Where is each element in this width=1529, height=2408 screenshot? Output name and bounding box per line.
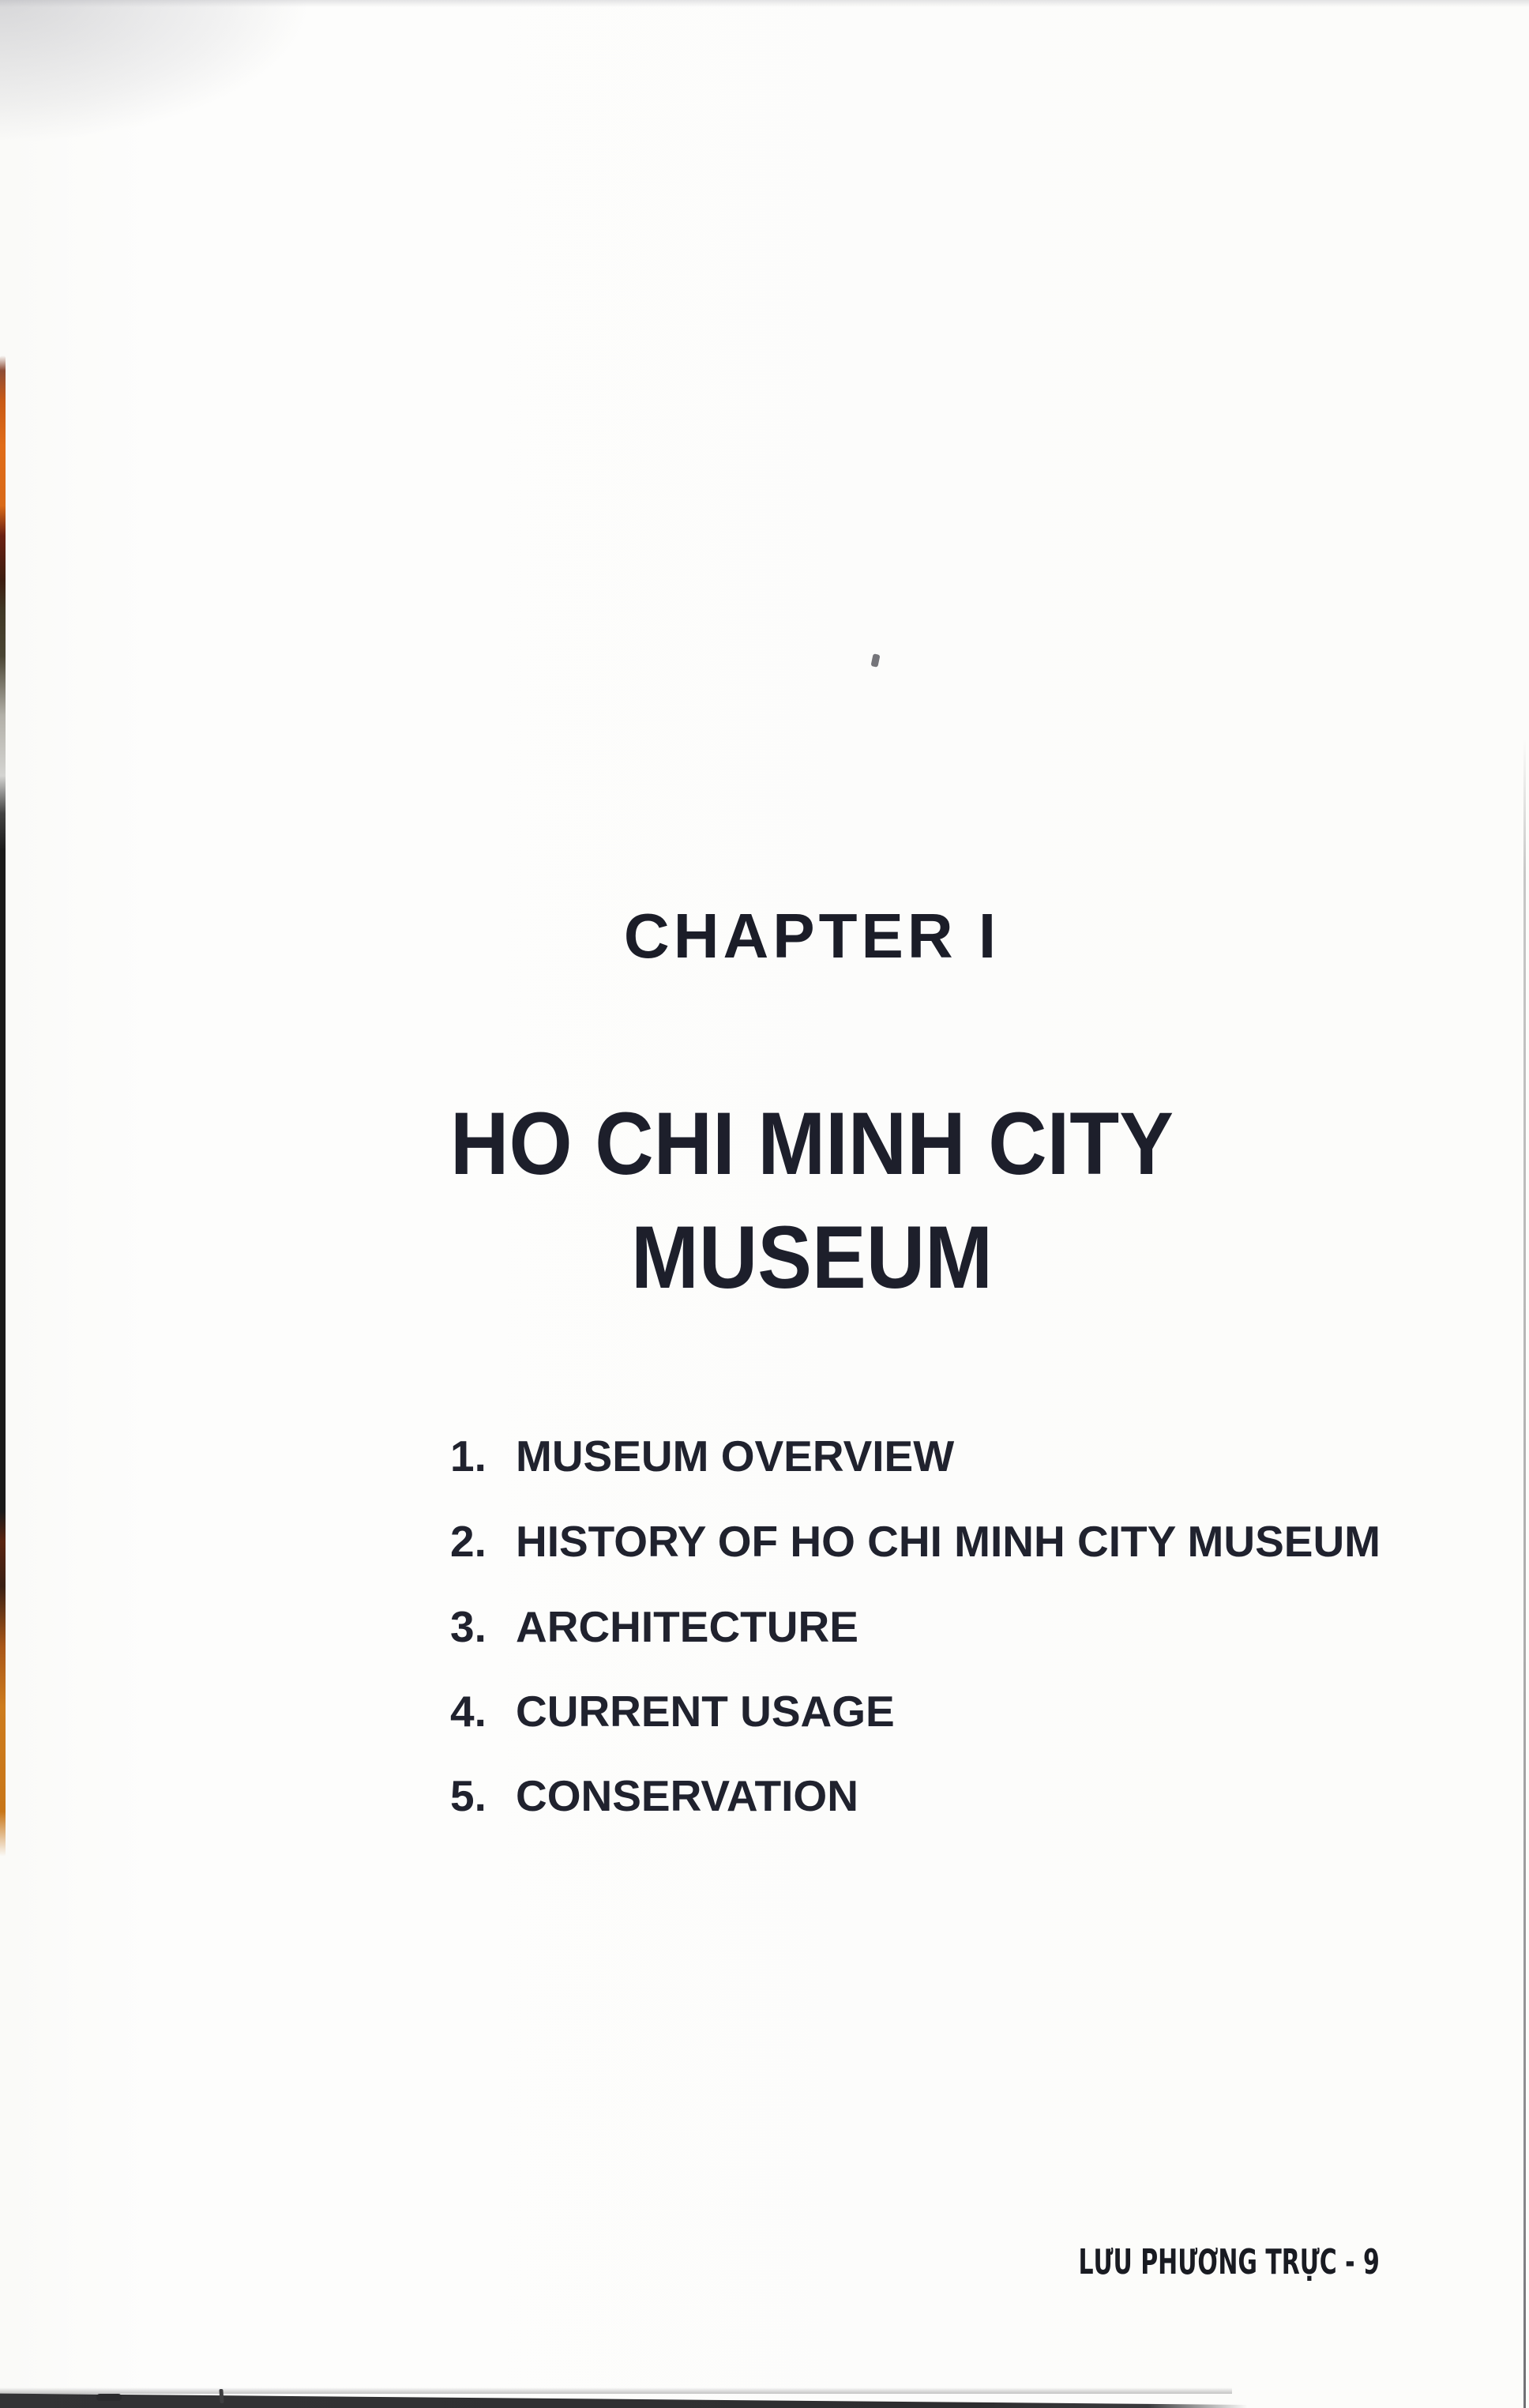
chapter-heading: CHAPTER I [623,901,1001,971]
book-title-line-2: MUSEUM [631,1208,993,1307]
toc-item-label: HISTORY OF HO CHI MINH CITY MUSEUM [516,1517,1381,1566]
book-title-line-1: HO CHI MINH CITY [450,1094,1174,1193]
scan-ink-speck [870,653,880,668]
scan-top-edge-shade [0,0,1529,7]
toc-item-label: ARCHITECTURE [516,1602,858,1651]
toc-item-label: CONSERVATION [516,1771,858,1820]
toc-item-number: 2. [450,1517,486,1566]
scan-edge-bottom-band [0,2392,1248,2408]
toc-item-number: 3. [450,1602,486,1651]
scan-bottom-shade [0,2387,1232,2394]
page-footer-author-pagenumber: LƯU PHƯƠNG TRỰC - 9 [1078,2242,1380,2282]
scan-edge-left-stripe [0,356,6,1857]
toc-item-number: 4. [450,1687,486,1736]
toc-item-label: CURRENT USAGE [516,1687,895,1736]
toc-item-label: MUSEUM OVERVIEW [516,1432,955,1481]
scan-bottom-blob [96,2394,122,2401]
scan-corner-shade [0,0,411,190]
toc-item-number: 5. [450,1771,486,1820]
scan-edge-right-line [1523,739,1526,2408]
toc-item-number: 1. [450,1432,486,1481]
